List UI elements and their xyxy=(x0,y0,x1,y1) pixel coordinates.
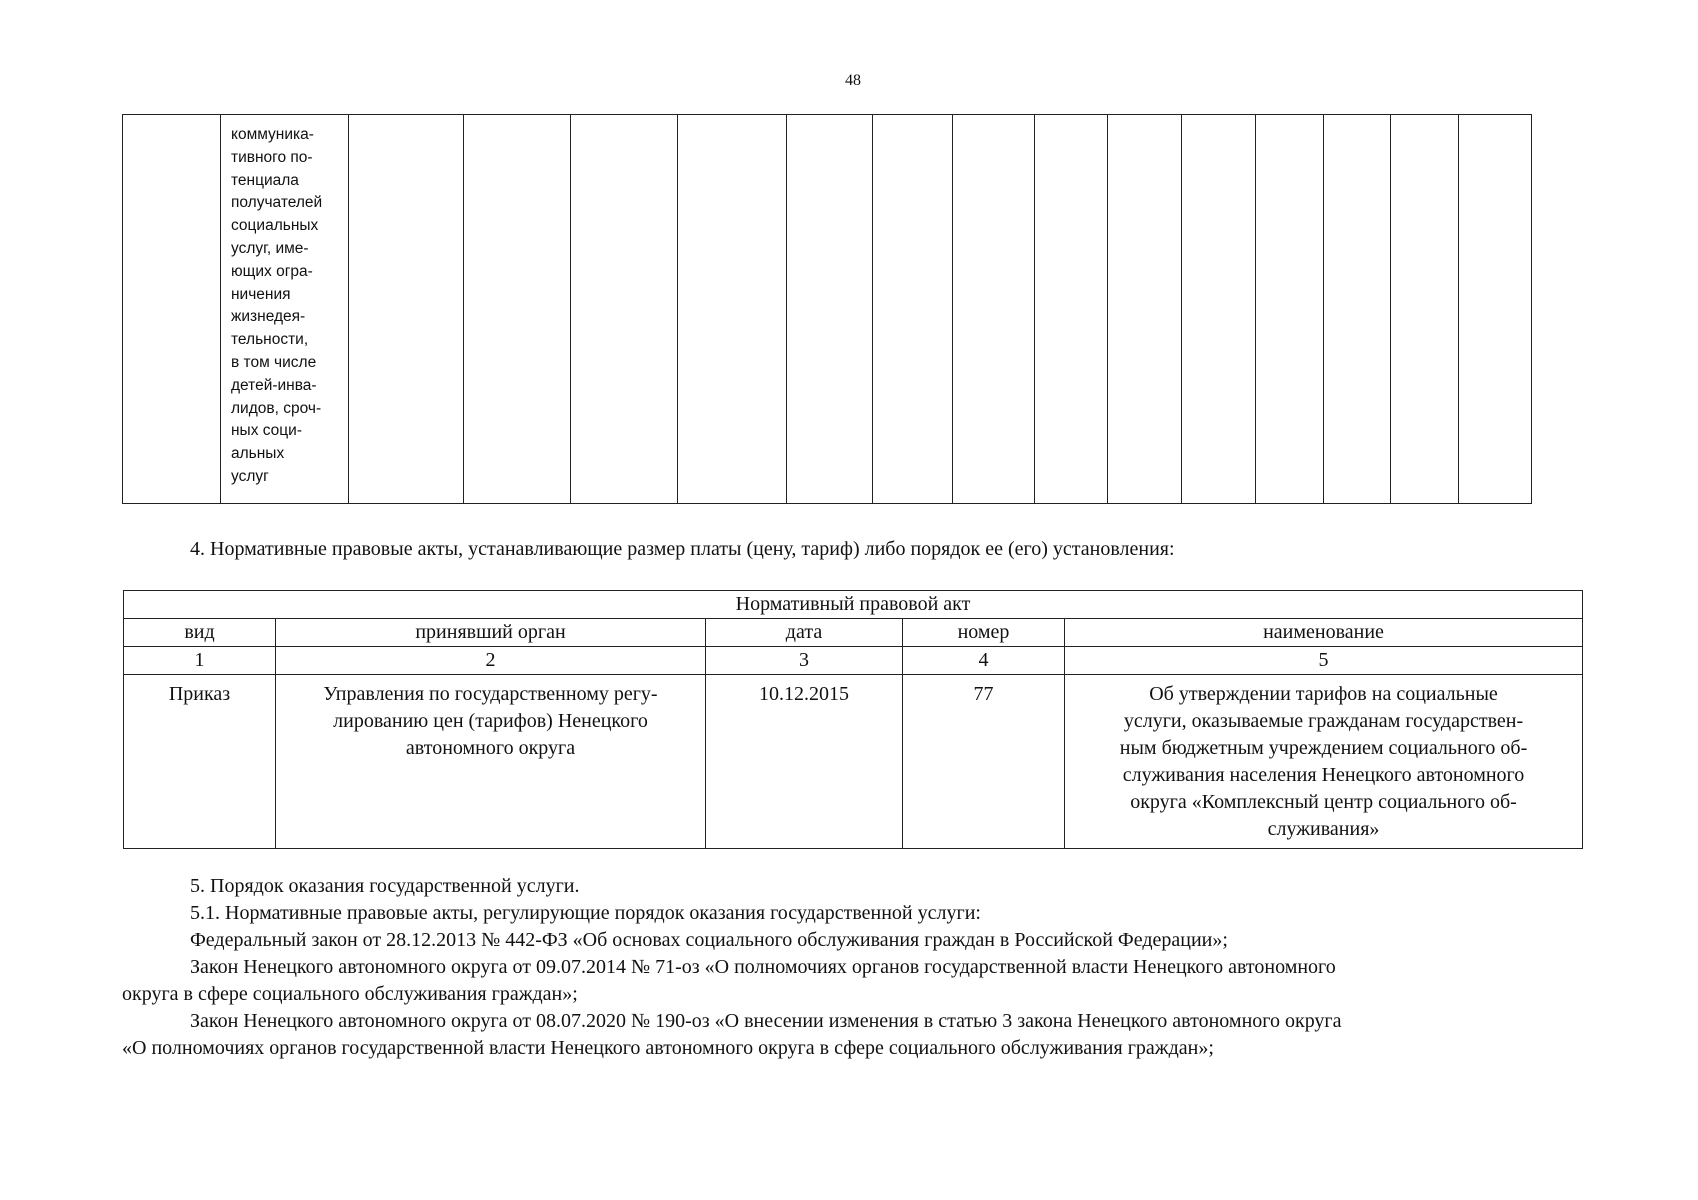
regional-law-71: Закон Ненецкого автономного округа от 09.07.2014 № 71-оз «О полномочиях органов государственной власти Ненецкого автономного xyxy=(190,956,1336,978)
table-cell xyxy=(678,115,787,504)
service-description-line: в том числе xyxy=(231,353,317,371)
service-description-line: детей-инва- xyxy=(231,376,317,394)
section-4-heading: 4. Нормативные правовые акты, устанавливающие размер платы (цену, тариф) либо порядок ее (его) установления: xyxy=(190,538,1175,560)
act-name-line: служивания» xyxy=(1267,818,1380,840)
table-row xyxy=(123,115,1532,504)
service-description-line: ничения xyxy=(231,285,291,303)
service-description-line: услуг, име- xyxy=(231,239,309,257)
table-header-row xyxy=(124,591,1583,619)
column-headers-row xyxy=(124,619,1583,647)
act-authority-line: Управления по государственному регу- xyxy=(323,683,658,705)
act-name-line: служивания населения Ненецкого автономного xyxy=(1122,764,1525,786)
act-authority-line: автономного округа xyxy=(405,737,576,759)
act-name-line: услуги, оказываемые гражданам государствен- xyxy=(1123,710,1524,732)
service-description-line: тенциала xyxy=(231,171,299,189)
normative-acts-table xyxy=(123,590,1583,849)
table-row xyxy=(124,675,1583,849)
service-description-line: ных соци- xyxy=(231,422,302,440)
regional-law-71-cont: округа в сфере социального обслуживания граждан»; xyxy=(122,983,578,1005)
table-cell xyxy=(787,115,873,504)
act-authority xyxy=(276,675,706,849)
table-header: Нормативный правовой акт xyxy=(124,591,1583,619)
section-5-heading: 5. Порядок оказания государственной услуги. xyxy=(190,875,580,897)
table-cell xyxy=(1256,115,1324,504)
regional-law-190-cont: «О полномочиях органов государственной власти Ненецкого автономного округа в сфере социального обслуживания граждан»; xyxy=(122,1037,1214,1059)
table-cell xyxy=(1459,115,1532,504)
service-description-line: тивного по- xyxy=(231,148,313,166)
table-cell xyxy=(1182,115,1256,504)
service-description-line: коммуника- xyxy=(231,126,314,143)
column-header-authority: принявший орган xyxy=(276,619,706,647)
service-description-line: услуг xyxy=(231,467,269,485)
column-header-name: наименование xyxy=(1065,619,1583,647)
column-number: 4 xyxy=(903,647,1065,675)
service-description-line: социальных xyxy=(231,217,319,235)
column-header-number: номер xyxy=(903,619,1065,647)
federal-law: Федеральный закон от 28.12.2013 № 442-ФЗ «Об основах социального обслуживания граждан в Российской Федерации»; xyxy=(190,929,1228,951)
table-cell xyxy=(571,115,678,504)
section-5-1-heading: 5.1. Нормативные правовые акты, регулирующие порядок оказания государственной услуги: xyxy=(190,902,981,924)
act-number: 77 xyxy=(903,675,1065,849)
column-number: 3 xyxy=(706,647,903,675)
table-cell xyxy=(953,115,1035,504)
service-description-cell xyxy=(221,115,349,504)
act-name-line: Об утверждении тарифов на социальные xyxy=(1149,683,1498,705)
service-description-line: лидов, сроч- xyxy=(231,399,322,417)
act-authority-line: лированию цен (тарифов) Ненецкого xyxy=(333,710,648,732)
column-numbers-row xyxy=(124,647,1583,675)
table-cell xyxy=(464,115,571,504)
service-description-line: получателей xyxy=(231,194,323,212)
act-date: 10.12.2015 xyxy=(706,675,903,849)
column-number: 1 xyxy=(124,647,276,675)
column-header-date: дата xyxy=(706,619,903,647)
table-cell xyxy=(1391,115,1459,504)
service-description-line: тельности, xyxy=(231,331,309,349)
service-description-line: жизнедея- xyxy=(231,308,306,326)
column-number: 5 xyxy=(1065,647,1583,675)
table-cell xyxy=(1324,115,1391,504)
continuation-table xyxy=(122,114,1532,504)
service-description-text xyxy=(221,115,348,489)
act-name-line: ным бюджетным учреждением социального об- xyxy=(1119,737,1528,759)
page-number: 48 xyxy=(845,72,861,89)
table-cell xyxy=(123,115,221,504)
act-name-line: округа «Комплексный центр социального об- xyxy=(1130,791,1517,813)
service-description-line: ющих огра- xyxy=(231,262,313,280)
service-description-line: альных xyxy=(231,445,285,463)
table-cell xyxy=(1108,115,1182,504)
column-header-type: вид xyxy=(124,619,276,647)
table-cell xyxy=(873,115,953,504)
table-cell xyxy=(349,115,464,504)
table-cell xyxy=(1035,115,1108,504)
act-type: Приказ xyxy=(124,675,276,849)
column-number: 2 xyxy=(276,647,706,675)
regional-law-190: Закон Ненецкого автономного округа от 08.07.2020 № 190-оз «О внесении изменения в статью 3 закона Ненецкого автономного округа xyxy=(190,1010,1342,1032)
act-name xyxy=(1065,675,1583,849)
